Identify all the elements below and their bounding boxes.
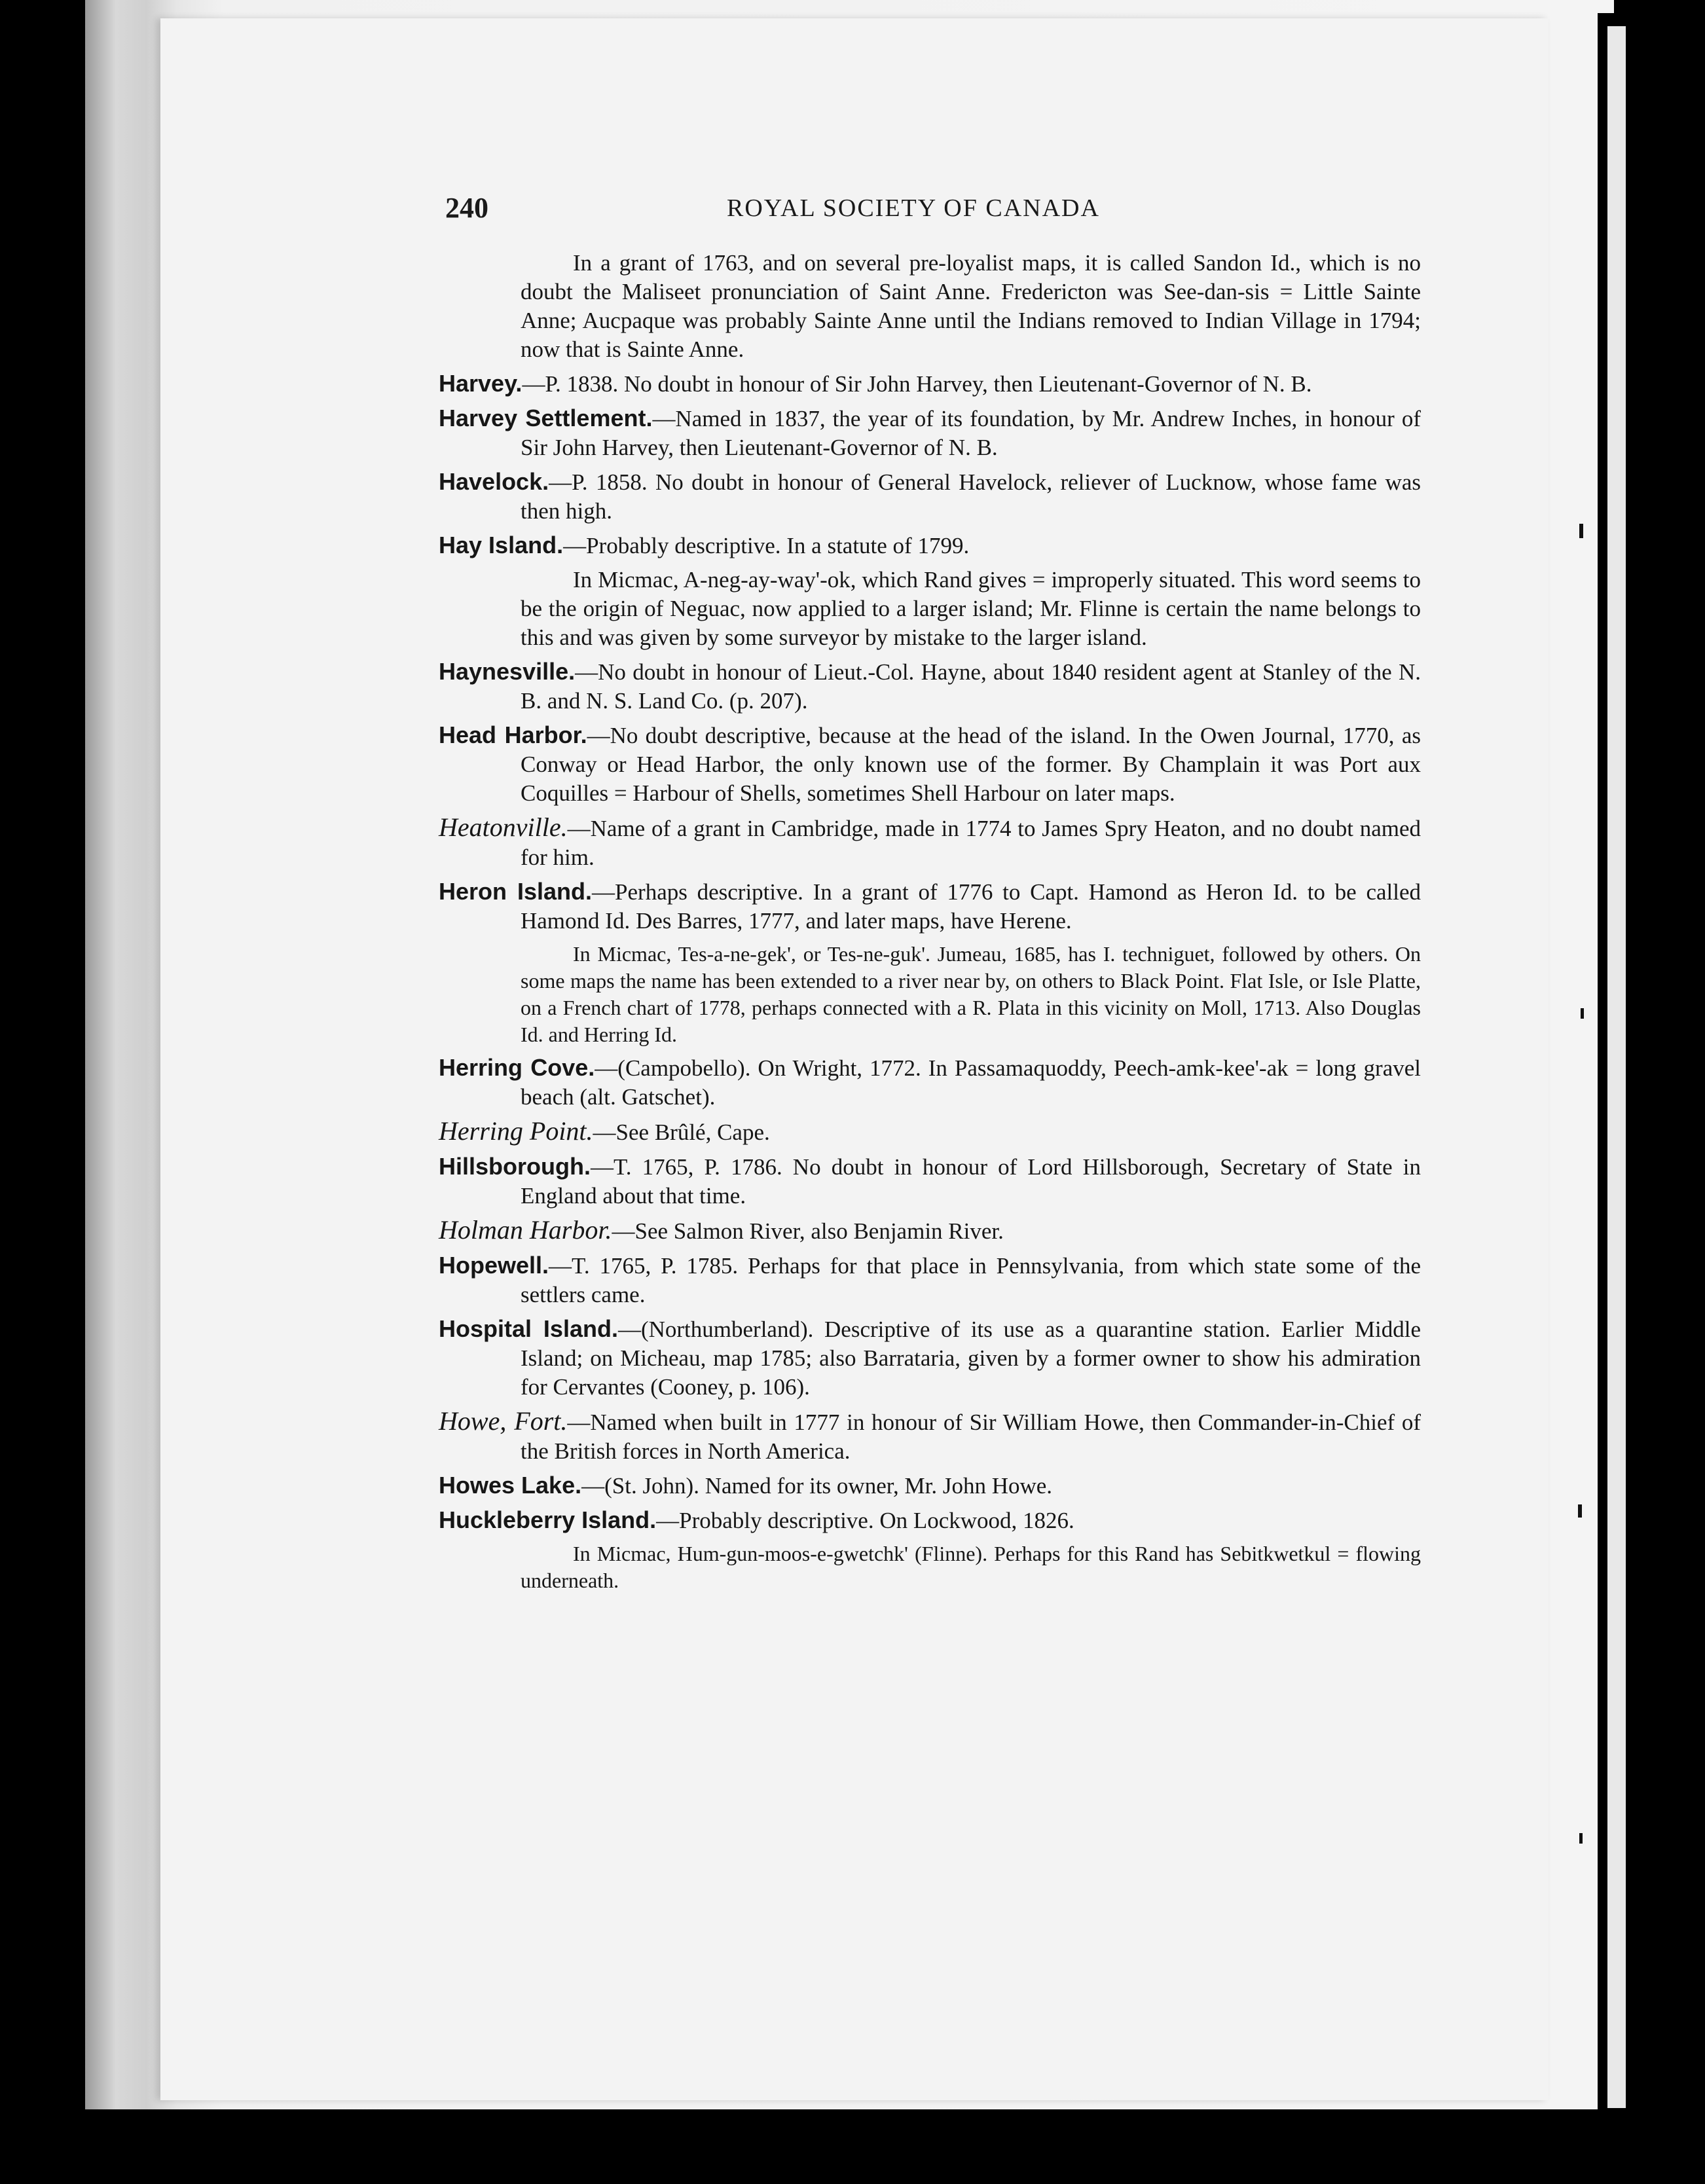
page-header bbox=[445, 191, 1585, 230]
entry-howe-fort bbox=[439, 1407, 1421, 1466]
page-number: 240 bbox=[445, 192, 488, 224]
entry-text: —P. 1858. No doubt in honour of General Havelock, reliever of Lucknow, whose fame was then high. bbox=[521, 469, 1421, 524]
paragraph-text: In a grant of 1763, and on several pre-loyalist maps, it is called Sandon Id., which is no doubt the Maliseet pronunciation of Saint Anne. Fredericton was See-dan-sis = Little Sainte Anne; Aucpaque was probably Sainte Anne until the Indians removed to Indian Village in 1794; now that is Sainte Anne. bbox=[521, 250, 1421, 362]
text-column bbox=[439, 249, 1421, 1599]
running-head: ROYAL SOCIETY OF CANADA bbox=[727, 194, 1100, 222]
headword: Huckleberry Island. bbox=[439, 1506, 657, 1533]
entry-heatonville bbox=[439, 813, 1421, 872]
headword: Haynesville. bbox=[439, 658, 576, 685]
margin-mark bbox=[1581, 1008, 1584, 1019]
headword: Hopewell. bbox=[439, 1252, 549, 1279]
entry-text: —Name of a grant in Cambridge, made in 1774 to James Spry Heaton, and no doubt named for him. bbox=[521, 816, 1421, 870]
entry-text: —Probably descriptive. In a statute of 1799. bbox=[563, 533, 970, 558]
continuation-paragraph bbox=[439, 249, 1421, 364]
headword: Head Harbor. bbox=[439, 721, 587, 748]
entry-text: —(St. John). Named for its owner, Mr. John Howe. bbox=[581, 1473, 1053, 1499]
entry-haynesville bbox=[439, 657, 1421, 716]
entry-huckleberry-island bbox=[439, 1506, 1421, 1535]
headword: Howe, Fort. bbox=[439, 1406, 568, 1436]
entry-hopewell bbox=[439, 1251, 1421, 1309]
entry-text: —See Salmon River, also Benjamin River. bbox=[612, 1218, 1004, 1244]
headword: Heron Island. bbox=[439, 878, 593, 905]
headword: Havelock. bbox=[439, 468, 549, 495]
entry-text: —Named in 1837, the year of its foundation, by Mr. Andrew Inches, in honour of Sir John Harvey, then Lieutenant-Governor of N. B. bbox=[521, 406, 1421, 460]
entry-herring-point bbox=[439, 1117, 1421, 1147]
entry-harvey bbox=[439, 369, 1421, 399]
headword: Hospital Island. bbox=[439, 1315, 618, 1342]
right-page-sliver bbox=[1607, 26, 1626, 2108]
entry-text: —P. 1838. No doubt in honour of Sir John Harvey, then Lieutenant-Governor of N. B. bbox=[522, 371, 1312, 397]
headword: Howes Lake. bbox=[439, 1472, 582, 1499]
entry-hillsborough bbox=[439, 1152, 1421, 1210]
entry-text: —No doubt descriptive, because at the head of the island. In the Owen Journal, 1770, as Conway or Head Harbor, the only known use of the former. By Champlain it was Port aux Coquilles = Harbour of Shells, sometimes Shell Harbour on later maps. bbox=[521, 723, 1421, 806]
entry-text: —T. 1765, P. 1786. No doubt in honour of Lord Hillsborough, Secretary of State in England about that time. bbox=[521, 1154, 1421, 1209]
headword: Herring Point. bbox=[439, 1116, 593, 1146]
paragraph-text: In Micmac, A-neg-ay-way'-ok, which Rand gives = improperly situated. This word seems to be the origin of Neguac, now applied to a larger island; Mr. Flinne is certain the name belongs to this and was given by some surveyor by mistake to the larger island. bbox=[521, 567, 1421, 650]
headword: Herring Cove. bbox=[439, 1054, 595, 1081]
margin-mark bbox=[1578, 1504, 1582, 1518]
headword: Heatonville. bbox=[439, 812, 568, 842]
entry-text: —Probably descriptive. On Lockwood, 1826. bbox=[656, 1508, 1074, 1533]
sub-paragraph bbox=[439, 941, 1421, 1048]
margin-mark bbox=[1579, 524, 1583, 538]
entry-harvey-settlement bbox=[439, 404, 1421, 462]
entry-howes-lake bbox=[439, 1471, 1421, 1501]
entry-text: —See Brûlé, Cape. bbox=[593, 1119, 770, 1145]
entry-hay-island bbox=[439, 531, 1421, 560]
sub-paragraph bbox=[439, 566, 1421, 652]
entry-heron-island bbox=[439, 877, 1421, 936]
entry-havelock bbox=[439, 467, 1421, 526]
paragraph-text: In Micmac, Tes-a-ne-gek', or Tes-ne-guk'. Jumeau, 1685, has I. techniguet, followed by others. On some maps the name has been extended to a river near by, on others to Black Point. Flat Isle, or Isle Platte, on a French chart of 1778, perhaps connected with a R. Plata in this vicinity on Moll, 1713. Also Douglas Id. and Herring Id. bbox=[521, 942, 1421, 1046]
entry-text: —(Northumberland). Descriptive of its use as a quarantine station. Earlier Middle Island; on Micheau, map 1785; also Barrataria, given by a former owner to show his admiration for Cervantes (Cooney, p. 106). bbox=[521, 1317, 1421, 1400]
headword: Holman Harbor. bbox=[439, 1215, 612, 1245]
entry-hospital-island bbox=[439, 1315, 1421, 1402]
entry-text: —(Campobello). On Wright, 1772. In Passamaquoddy, Peech-amk-kee'-ak = long gravel beach (alt. Gatschet). bbox=[521, 1055, 1421, 1110]
entry-text: —T. 1765, P. 1785. Perhaps for that place in Pennsylvania, from which state some of the settlers came. bbox=[521, 1253, 1421, 1307]
sub-paragraph bbox=[439, 1540, 1421, 1594]
headword: Hay Island. bbox=[439, 532, 564, 558]
headword: Hillsborough. bbox=[439, 1153, 591, 1180]
headword: Harvey Settlement. bbox=[439, 405, 653, 431]
margin-mark bbox=[1579, 1833, 1583, 1844]
entry-text: —No doubt in honour of Lieut.-Col. Hayne, about 1840 resident agent at Stanley of the N. B. and N. S. Land Co. (p. 207). bbox=[521, 659, 1421, 714]
entry-holman-harbor bbox=[439, 1216, 1421, 1246]
paragraph-text: In Micmac, Hum-gun-moos-e-gwetchk' (Flinne). Perhaps for this Rand has Sebitkwetkul = flowing underneath. bbox=[521, 1542, 1421, 1592]
entry-text: —Perhaps descriptive. In a grant of 1776 to Capt. Hamond as Heron Id. to be called Hamond Id. Des Barres, 1777, and later maps, have Herene. bbox=[521, 879, 1421, 934]
headword: Harvey. bbox=[439, 370, 522, 397]
entry-text: —Named when built in 1777 in honour of Sir William Howe, then Commander-in-Chief of the British forces in North America. bbox=[521, 1410, 1421, 1464]
entry-herring-cove bbox=[439, 1053, 1421, 1112]
entry-head-harbor bbox=[439, 721, 1421, 808]
